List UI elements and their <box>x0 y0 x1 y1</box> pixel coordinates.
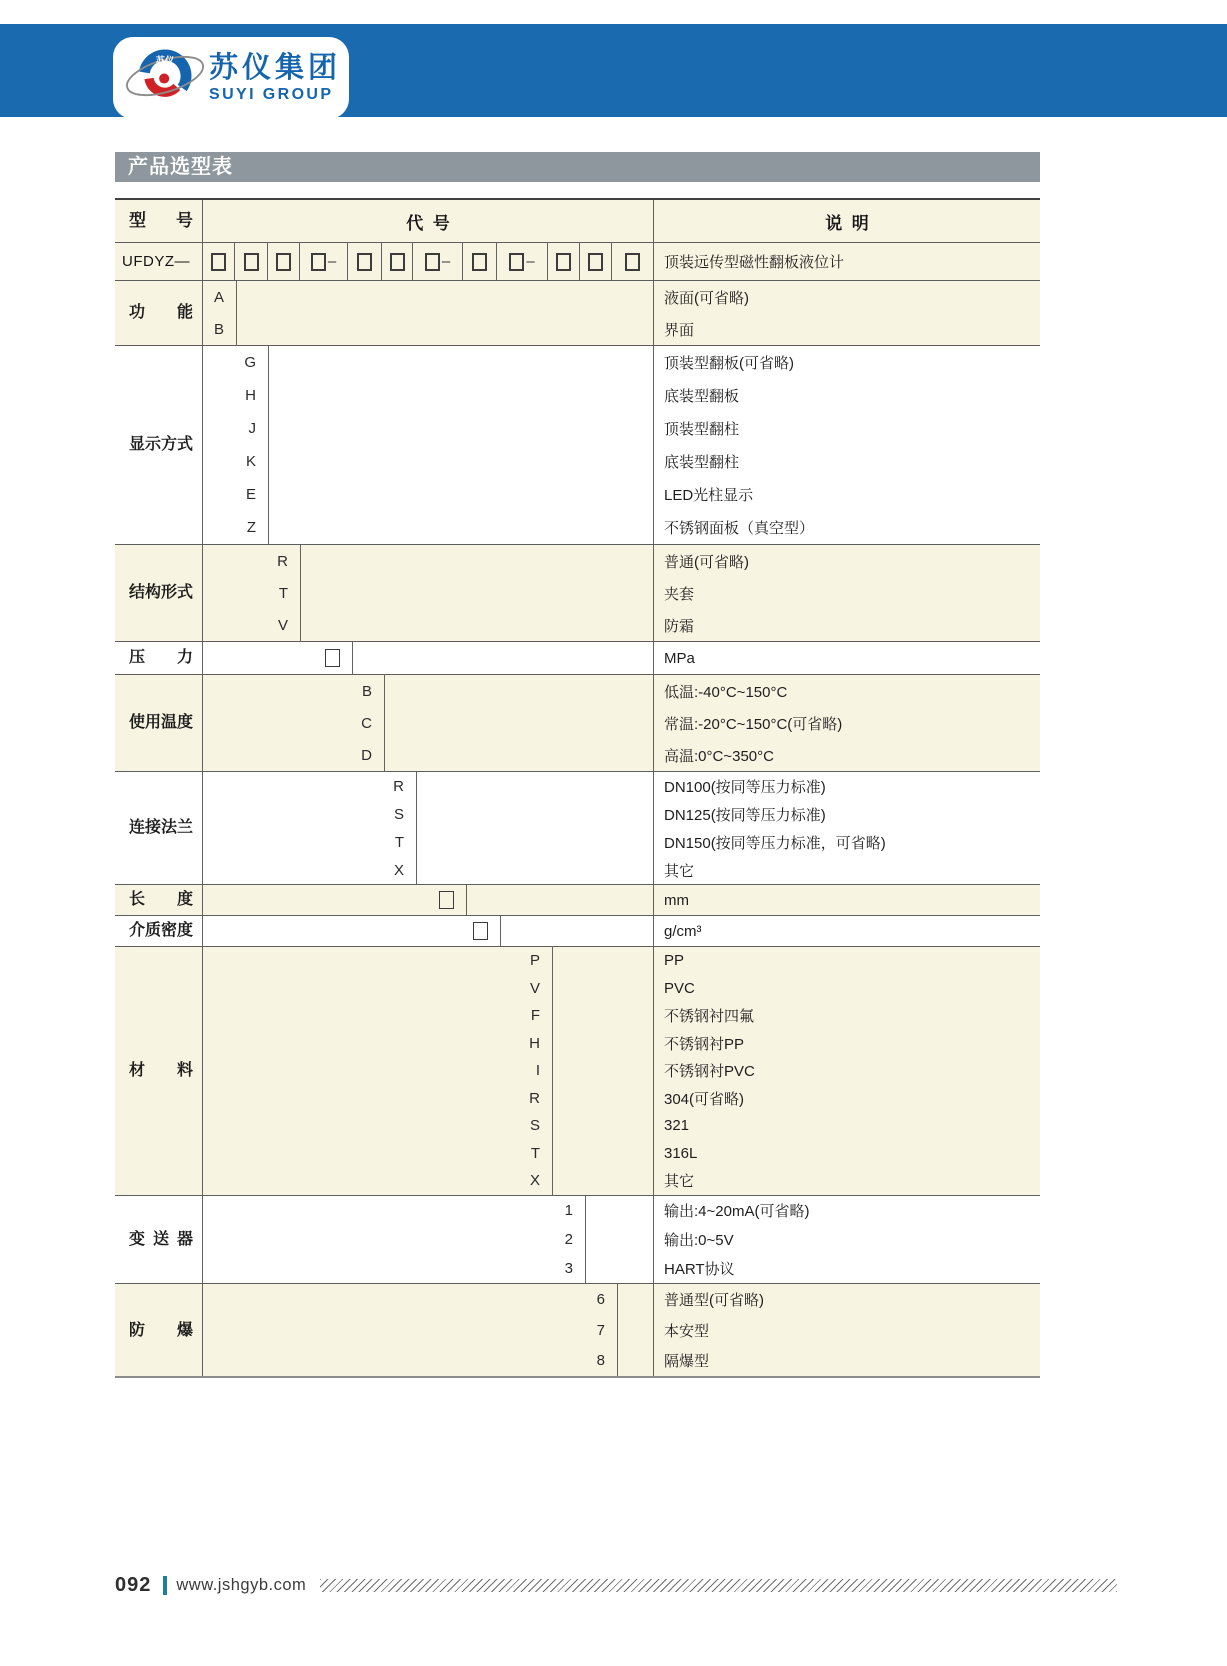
code-letter: R <box>277 552 288 570</box>
desc-line <box>664 916 1040 946</box>
code-letter: H <box>529 1034 540 1052</box>
model-code-box-cell <box>463 243 497 280</box>
model-code-box-cell <box>348 243 382 280</box>
code-letter: S <box>529 1117 540 1135</box>
code-line <box>203 281 236 313</box>
code-line <box>203 609 300 641</box>
checkbox-placeholder <box>325 649 340 667</box>
code-letter: 7 <box>596 1321 605 1339</box>
desc-line <box>664 1057 1040 1085</box>
code-description: 316L <box>664 1144 698 1162</box>
code-letter: B <box>361 682 372 700</box>
code-letter: P <box>529 952 540 970</box>
code-line <box>203 707 384 739</box>
footer-website: www.jshgyb.com <box>176 1576 307 1594</box>
code-description: 不锈钢衬四氟 <box>664 1008 755 1026</box>
code-description: 底装型翻柱 <box>664 454 740 471</box>
code-letter: 3 <box>564 1260 573 1278</box>
code-description: mm <box>664 891 689 909</box>
section-explosion-proof <box>115 1283 1040 1376</box>
section-display-mode <box>115 345 1040 544</box>
model-code-box-cell <box>235 243 268 280</box>
desc-line <box>664 412 1040 445</box>
header-desc-cell: 说 明 <box>653 200 1040 242</box>
checkbox-placeholder <box>472 253 487 271</box>
code-cell <box>203 1284 653 1376</box>
checkbox-placeholder <box>425 253 440 271</box>
model-desc-cell <box>653 243 1040 280</box>
footer-hatch-pattern <box>320 1579 1117 1592</box>
checkbox-placeholder <box>509 253 524 271</box>
desc-line <box>664 856 1040 884</box>
checkbox-placeholder <box>244 253 259 271</box>
code-description: DN125(按同等压力标准) <box>664 806 826 824</box>
desc-line <box>664 379 1040 412</box>
code-line <box>203 445 268 478</box>
desc-line <box>664 885 1040 915</box>
checkbox-placeholder <box>588 253 603 271</box>
code-description: 输出:0~5V <box>664 1231 734 1249</box>
section-density <box>115 915 1040 946</box>
desc-line <box>664 707 1040 739</box>
code-line <box>203 1225 585 1254</box>
code-description: 底装型翻板 <box>664 388 740 405</box>
code-line <box>203 975 552 1003</box>
desc-cell <box>653 346 1040 544</box>
code-line <box>203 1284 617 1315</box>
code-line <box>203 675 384 707</box>
code-letter: G <box>244 354 256 371</box>
code-line <box>203 1140 552 1168</box>
code-description: PVC <box>664 979 695 997</box>
checkbox-placeholder <box>625 253 640 271</box>
desc-line <box>664 313 1040 345</box>
section-function <box>115 280 1040 345</box>
code-line <box>203 916 500 946</box>
code-line <box>203 1057 552 1085</box>
section-material <box>115 946 1040 1195</box>
dash-mark: – <box>327 253 337 270</box>
desc-line <box>664 1315 1040 1346</box>
desc-cell <box>653 1196 1040 1284</box>
desc-line <box>664 1140 1040 1168</box>
code-description: PP <box>664 952 685 970</box>
row-label: 显示方式 <box>129 436 194 454</box>
code-cell <box>203 346 653 544</box>
code-description: 不锈钢衬PP <box>664 1035 745 1053</box>
desc-line <box>664 642 1040 674</box>
brand-name-en: SUYI GROUP <box>209 85 334 103</box>
code-cell <box>203 675 653 771</box>
code-column <box>203 947 553 1195</box>
desc-line <box>664 511 1040 544</box>
code-cell <box>203 1196 653 1284</box>
code-description: DN100(按同等压力标准) <box>664 778 826 796</box>
checkbox-placeholder <box>473 922 488 940</box>
row-label: 长 度 <box>129 891 193 909</box>
code-letter: E <box>245 486 256 503</box>
code-column <box>203 885 467 915</box>
code-description: 隔爆型 <box>664 1353 710 1371</box>
brand-logo-plate <box>113 37 349 119</box>
page-number: 092 <box>115 1574 152 1596</box>
code-line <box>203 828 416 856</box>
model-number-row <box>115 242 1040 280</box>
desc-line <box>664 739 1040 771</box>
code-column <box>203 916 501 946</box>
code-line <box>203 772 416 800</box>
desc-line <box>664 772 1040 800</box>
checkbox-placeholder <box>357 253 372 271</box>
row-label: 防 爆 <box>129 1321 193 1339</box>
desc-line <box>664 281 1040 313</box>
code-letter: 1 <box>564 1201 573 1219</box>
desc-cell <box>653 885 1040 915</box>
desc-line <box>664 947 1040 975</box>
code-column <box>203 346 269 544</box>
row-label: 介质密度 <box>129 922 194 940</box>
desc-line <box>664 1345 1040 1376</box>
model-code-box-cell <box>548 243 580 280</box>
model-number-label: UFDYZ— <box>122 253 190 270</box>
model-code-box-cell <box>497 243 548 280</box>
code-description: g/cm³ <box>664 922 702 940</box>
desc-line <box>664 577 1040 609</box>
checkbox-placeholder <box>556 253 571 271</box>
table-sections <box>115 280 1040 1376</box>
code-line <box>203 1002 552 1030</box>
code-letter: V <box>277 616 288 634</box>
code-description: 321 <box>664 1117 690 1135</box>
code-description: 界面 <box>664 321 695 339</box>
code-line <box>203 739 384 771</box>
logo-mark-text: 苏仪 <box>155 54 175 65</box>
code-letter: V <box>529 979 540 997</box>
code-letter: X <box>393 861 404 879</box>
code-cell <box>203 545 653 641</box>
code-letter: T <box>394 833 404 851</box>
code-line <box>203 478 268 511</box>
dash-mark: – <box>526 253 535 270</box>
code-description: MPa <box>664 649 695 667</box>
code-cell <box>203 772 653 884</box>
page-title: 产品选型表 <box>115 152 1040 182</box>
code-letter: 8 <box>596 1352 605 1370</box>
code-letter: S <box>393 805 404 823</box>
desc-line <box>664 1112 1040 1140</box>
code-line <box>203 856 416 884</box>
code-description: 普通(可省略) <box>664 553 749 571</box>
model-number-cell <box>115 243 203 280</box>
row-label: 变 送 器 <box>129 1230 193 1248</box>
model-code-box-cell <box>300 243 348 280</box>
code-cell <box>203 947 653 1195</box>
row-label-cell <box>115 772 203 884</box>
brand-name-cn: 苏仪集团 <box>209 51 342 84</box>
desc-line <box>664 1254 1040 1283</box>
desc-cell <box>653 281 1040 345</box>
desc-line <box>664 1225 1040 1254</box>
code-line <box>203 412 268 445</box>
desc-line <box>664 609 1040 641</box>
code-column <box>203 642 353 674</box>
code-description: 普通型(可省略) <box>664 1292 764 1310</box>
section-temperature <box>115 674 1040 771</box>
code-cell <box>203 281 653 345</box>
code-line <box>203 313 236 345</box>
code-description: 顶装型翻板(可省略) <box>664 355 794 372</box>
code-line <box>203 1254 585 1283</box>
footer-divider <box>163 1576 167 1595</box>
row-label: 压 力 <box>129 649 193 667</box>
model-code-box-cell <box>580 243 612 280</box>
checkbox-placeholder <box>211 253 226 271</box>
model-code-box-cell <box>413 243 463 280</box>
code-line <box>203 1112 552 1140</box>
code-line <box>203 545 300 577</box>
checkbox-placeholder <box>311 253 326 271</box>
row-label-cell <box>115 545 203 641</box>
code-description: 本安型 <box>664 1322 710 1340</box>
desc-line <box>664 1002 1040 1030</box>
code-letter: X <box>529 1172 540 1190</box>
row-label-cell <box>115 885 203 915</box>
row-label-cell <box>115 642 203 674</box>
desc-cell <box>653 947 1040 1195</box>
code-letter: T <box>530 1144 540 1162</box>
code-line <box>203 346 268 379</box>
code-description: 304(可省略) <box>664 1090 745 1108</box>
table-header-row <box>115 200 1040 242</box>
desc-cell <box>653 642 1040 674</box>
code-column <box>203 1284 618 1376</box>
desc-line <box>664 445 1040 478</box>
code-letter: B <box>213 320 224 338</box>
code-letter: T <box>278 584 288 602</box>
desc-line <box>664 828 1040 856</box>
desc-cell <box>653 675 1040 771</box>
code-column <box>203 772 417 884</box>
section-pressure <box>115 641 1040 674</box>
code-line <box>203 577 300 609</box>
code-description: LED光柱显示 <box>664 487 754 504</box>
code-line <box>203 1196 585 1225</box>
code-description: 顶装型翻柱 <box>664 421 740 438</box>
desc-cell <box>653 1284 1040 1376</box>
row-label: 材 料 <box>129 1062 193 1080</box>
code-line <box>203 1315 617 1346</box>
code-letter: I <box>535 1062 540 1080</box>
code-description: 常温:-20°C~150°C(可省略) <box>664 715 843 733</box>
brand-names <box>209 51 342 103</box>
row-label: 功 能 <box>129 304 193 322</box>
desc-line <box>664 975 1040 1003</box>
code-description: 其它 <box>664 1173 695 1191</box>
model-code-box-cell <box>382 243 413 280</box>
code-letter: H <box>245 387 256 404</box>
code-line <box>203 379 268 412</box>
dash-mark: – <box>441 253 451 270</box>
desc-line <box>664 1284 1040 1315</box>
desc-cell <box>653 545 1040 641</box>
code-description: 高温:0°C~350°C <box>664 747 774 765</box>
desc-line <box>664 545 1040 577</box>
code-line <box>203 947 552 975</box>
code-description: 输出:4~20mA(可省略) <box>664 1202 810 1220</box>
desc-line <box>664 1085 1040 1113</box>
code-column <box>203 281 237 345</box>
selection-table <box>115 198 1040 1378</box>
header-model-label: 型 号 <box>129 210 193 230</box>
code-letter: 6 <box>596 1291 605 1309</box>
desc-line <box>664 800 1040 828</box>
brand-globe-icon <box>123 40 207 117</box>
section-flange <box>115 771 1040 884</box>
code-letter: R <box>529 1089 540 1107</box>
code-letter: 2 <box>564 1230 573 1248</box>
row-label-cell <box>115 281 203 345</box>
code-letter: F <box>530 1007 540 1025</box>
section-transmitter <box>115 1195 1040 1284</box>
code-description: HART协议 <box>664 1261 735 1279</box>
row-label-cell <box>115 916 203 946</box>
code-letter: A <box>213 288 224 306</box>
checkbox-placeholder <box>439 891 454 909</box>
code-description: 低温:-40°C~150°C <box>664 683 788 701</box>
desc-line <box>664 478 1040 511</box>
row-label-cell <box>115 675 203 771</box>
code-description: 夹套 <box>664 585 695 603</box>
code-description: 其它 <box>664 862 695 880</box>
code-cell <box>203 642 653 674</box>
model-code-box-cell <box>203 243 235 280</box>
code-description: 防霜 <box>664 617 695 635</box>
code-letter: R <box>393 777 404 795</box>
code-line <box>203 511 268 544</box>
model-code-box-cell <box>612 243 653 280</box>
code-line <box>203 885 466 915</box>
code-line <box>203 1345 617 1376</box>
code-description: 顶装远传型磁性翻板液位计 <box>664 254 845 271</box>
desc-cell <box>653 772 1040 884</box>
code-column <box>203 545 301 641</box>
code-line <box>203 1085 552 1113</box>
desc-line <box>664 346 1040 379</box>
row-label: 连接法兰 <box>129 819 194 837</box>
code-letter: J <box>248 420 256 437</box>
code-description: 液面(可省略) <box>664 289 749 307</box>
desc-line <box>664 1167 1040 1195</box>
code-line <box>203 1167 552 1195</box>
desc-cell <box>653 916 1040 946</box>
row-label: 使用温度 <box>129 714 194 732</box>
desc-line <box>664 675 1040 707</box>
row-label: 结构形式 <box>129 584 194 602</box>
code-cell <box>203 885 653 915</box>
code-line <box>203 800 416 828</box>
checkbox-placeholder <box>390 253 405 271</box>
section-structure <box>115 544 1040 641</box>
code-description: DN150(按同等压力标准，可省略) <box>664 834 886 852</box>
code-column <box>203 675 385 771</box>
header-code-cell: 代 号 <box>406 213 450 233</box>
code-letter: Z <box>246 519 256 536</box>
desc-line <box>664 1030 1040 1058</box>
model-code-box-cell <box>268 243 300 280</box>
code-letter: D <box>361 746 372 764</box>
model-code-boxes <box>203 243 653 280</box>
code-description: 不锈钢衬PVC <box>664 1063 755 1081</box>
header-model-cell <box>115 200 203 242</box>
page-footer <box>115 1574 1117 1597</box>
code-letter: K <box>245 453 256 470</box>
row-label-cell <box>115 346 203 544</box>
code-letter: C <box>361 714 372 732</box>
code-column <box>203 1196 586 1284</box>
code-description: 不锈钢面板（真空型） <box>664 520 815 537</box>
code-line <box>203 1030 552 1058</box>
row-label-cell <box>115 1196 203 1284</box>
desc-line <box>664 1196 1040 1225</box>
checkbox-placeholder <box>276 253 291 271</box>
code-line <box>203 642 352 674</box>
row-label-cell <box>115 1284 203 1376</box>
section-length <box>115 884 1040 915</box>
row-label-cell <box>115 947 203 1195</box>
code-cell <box>203 916 653 946</box>
